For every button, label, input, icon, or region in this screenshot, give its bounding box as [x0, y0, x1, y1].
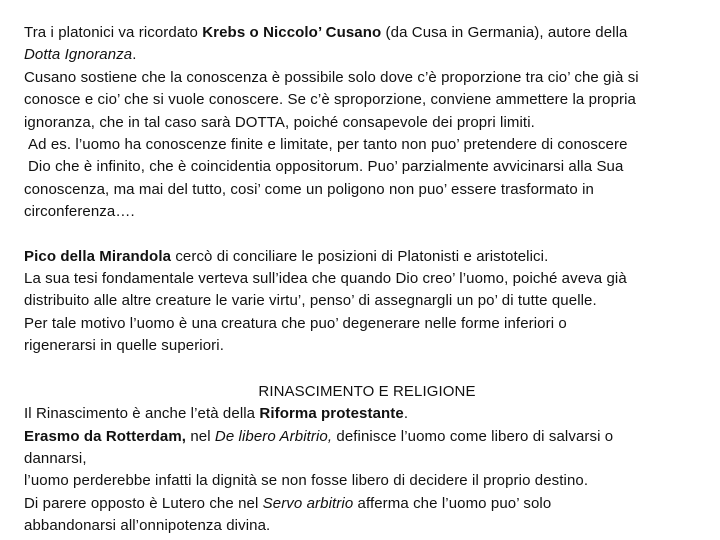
- text-line: [24, 493, 696, 515]
- text-span: Di parere opposto è Lutero che nel: [24, 494, 263, 512]
- text-line: distribuito alle altre creature le varie virtu’, penso’ di assegnargli un po’ di tutte quelle.: [24, 292, 597, 310]
- text-span: nel: [186, 427, 215, 445]
- text-span: Tra i platonici va ricordato: [24, 24, 203, 41]
- text-line: circonferenza….: [24, 203, 135, 221]
- text-span: .: [403, 405, 409, 423]
- text-line: Dio che è infinito, che è coincidentia oppositorum. Puo’ parzialmente avvicinarsi alla Sua: [28, 158, 624, 176]
- text-line: rigenerarsi in quelle superiori.: [24, 337, 224, 355]
- text-line: dannarsi,: [24, 449, 87, 467]
- text-line: [24, 44, 696, 66]
- italic-title-de-libero-arbitrio: De libero Arbitrio,: [214, 427, 333, 445]
- bold-name-erasmo: Erasmo da Rotterdam,: [24, 427, 187, 445]
- section-heading: RINASCIMENTO E RELIGIONE: [258, 382, 476, 400]
- bold-term-riforma: Riforma protestante: [259, 405, 404, 423]
- text-line: Ad es. l’uomo ha conoscenze finite e limitate, per tanto non puo’ pretendere di conoscere: [28, 136, 628, 154]
- text-line: Cusano sostiene che la conoscenza è possibile solo dove c’è proporzione tra cio’ che già si: [24, 68, 639, 86]
- paragraph-rinascimento-religione: [24, 381, 696, 538]
- text-line: [24, 246, 696, 268]
- text-line: La sua tesi fondamentale verteva sull’idea che quando Dio creo’ l’uomo, poiché aveva già: [24, 270, 627, 288]
- bold-name-pico: Pico della Mirandola: [24, 247, 172, 265]
- text-line: l’uomo perderebbe infatti la dignità se non fosse libero di decidere il proprio destino.: [24, 472, 589, 490]
- text-line: ignoranza, che in tal caso sarà DOTTA, poiché consapevole dei propri limiti.: [24, 113, 535, 131]
- text-line: conoscenza, ma mai del tutto, cosi’ come un poligono non puo’ essere trasformato in: [24, 180, 594, 198]
- text-line: [24, 426, 696, 448]
- text-span: definisce l’uomo come libero di salvarsi o: [332, 427, 614, 445]
- text-line: conosce e cio’ che si vuole conoscere. Se c’è sproporzione, conviene ammettere la propria: [24, 91, 636, 109]
- text-span: (da Cusa in Germania), autore della: [381, 24, 628, 41]
- text-line: [24, 22, 696, 44]
- text-line: [24, 403, 696, 425]
- paragraph-spacer: [24, 358, 696, 381]
- italic-title-dotta-ignoranza: Dotta Ignoranza: [24, 46, 133, 64]
- bold-name-cusano: Krebs o Niccolo’ Cusano: [202, 24, 382, 41]
- paragraph-spacer: [24, 224, 696, 246]
- paragraph-pico: [24, 246, 696, 358]
- document-page: [24, 22, 696, 538]
- text-span: Il Rinascimento è anche l’età della: [24, 405, 260, 423]
- text-span: .: [132, 46, 137, 64]
- italic-title-servo-arbitrio: Servo arbitrio: [262, 494, 354, 512]
- text-line: Per tale motivo l’uomo è una creatura che puo’ degenerare nelle forme inferiori o: [24, 314, 567, 332]
- text-span: cercò di conciliare le posizioni di Platonisti e aristotelici.: [171, 247, 549, 265]
- paragraph-cusano: [24, 22, 696, 224]
- text-line: abbandonarsi all’onnipotenza divina.: [24, 517, 271, 535]
- text-span: afferma che l’uomo puo’ solo: [353, 494, 552, 512]
